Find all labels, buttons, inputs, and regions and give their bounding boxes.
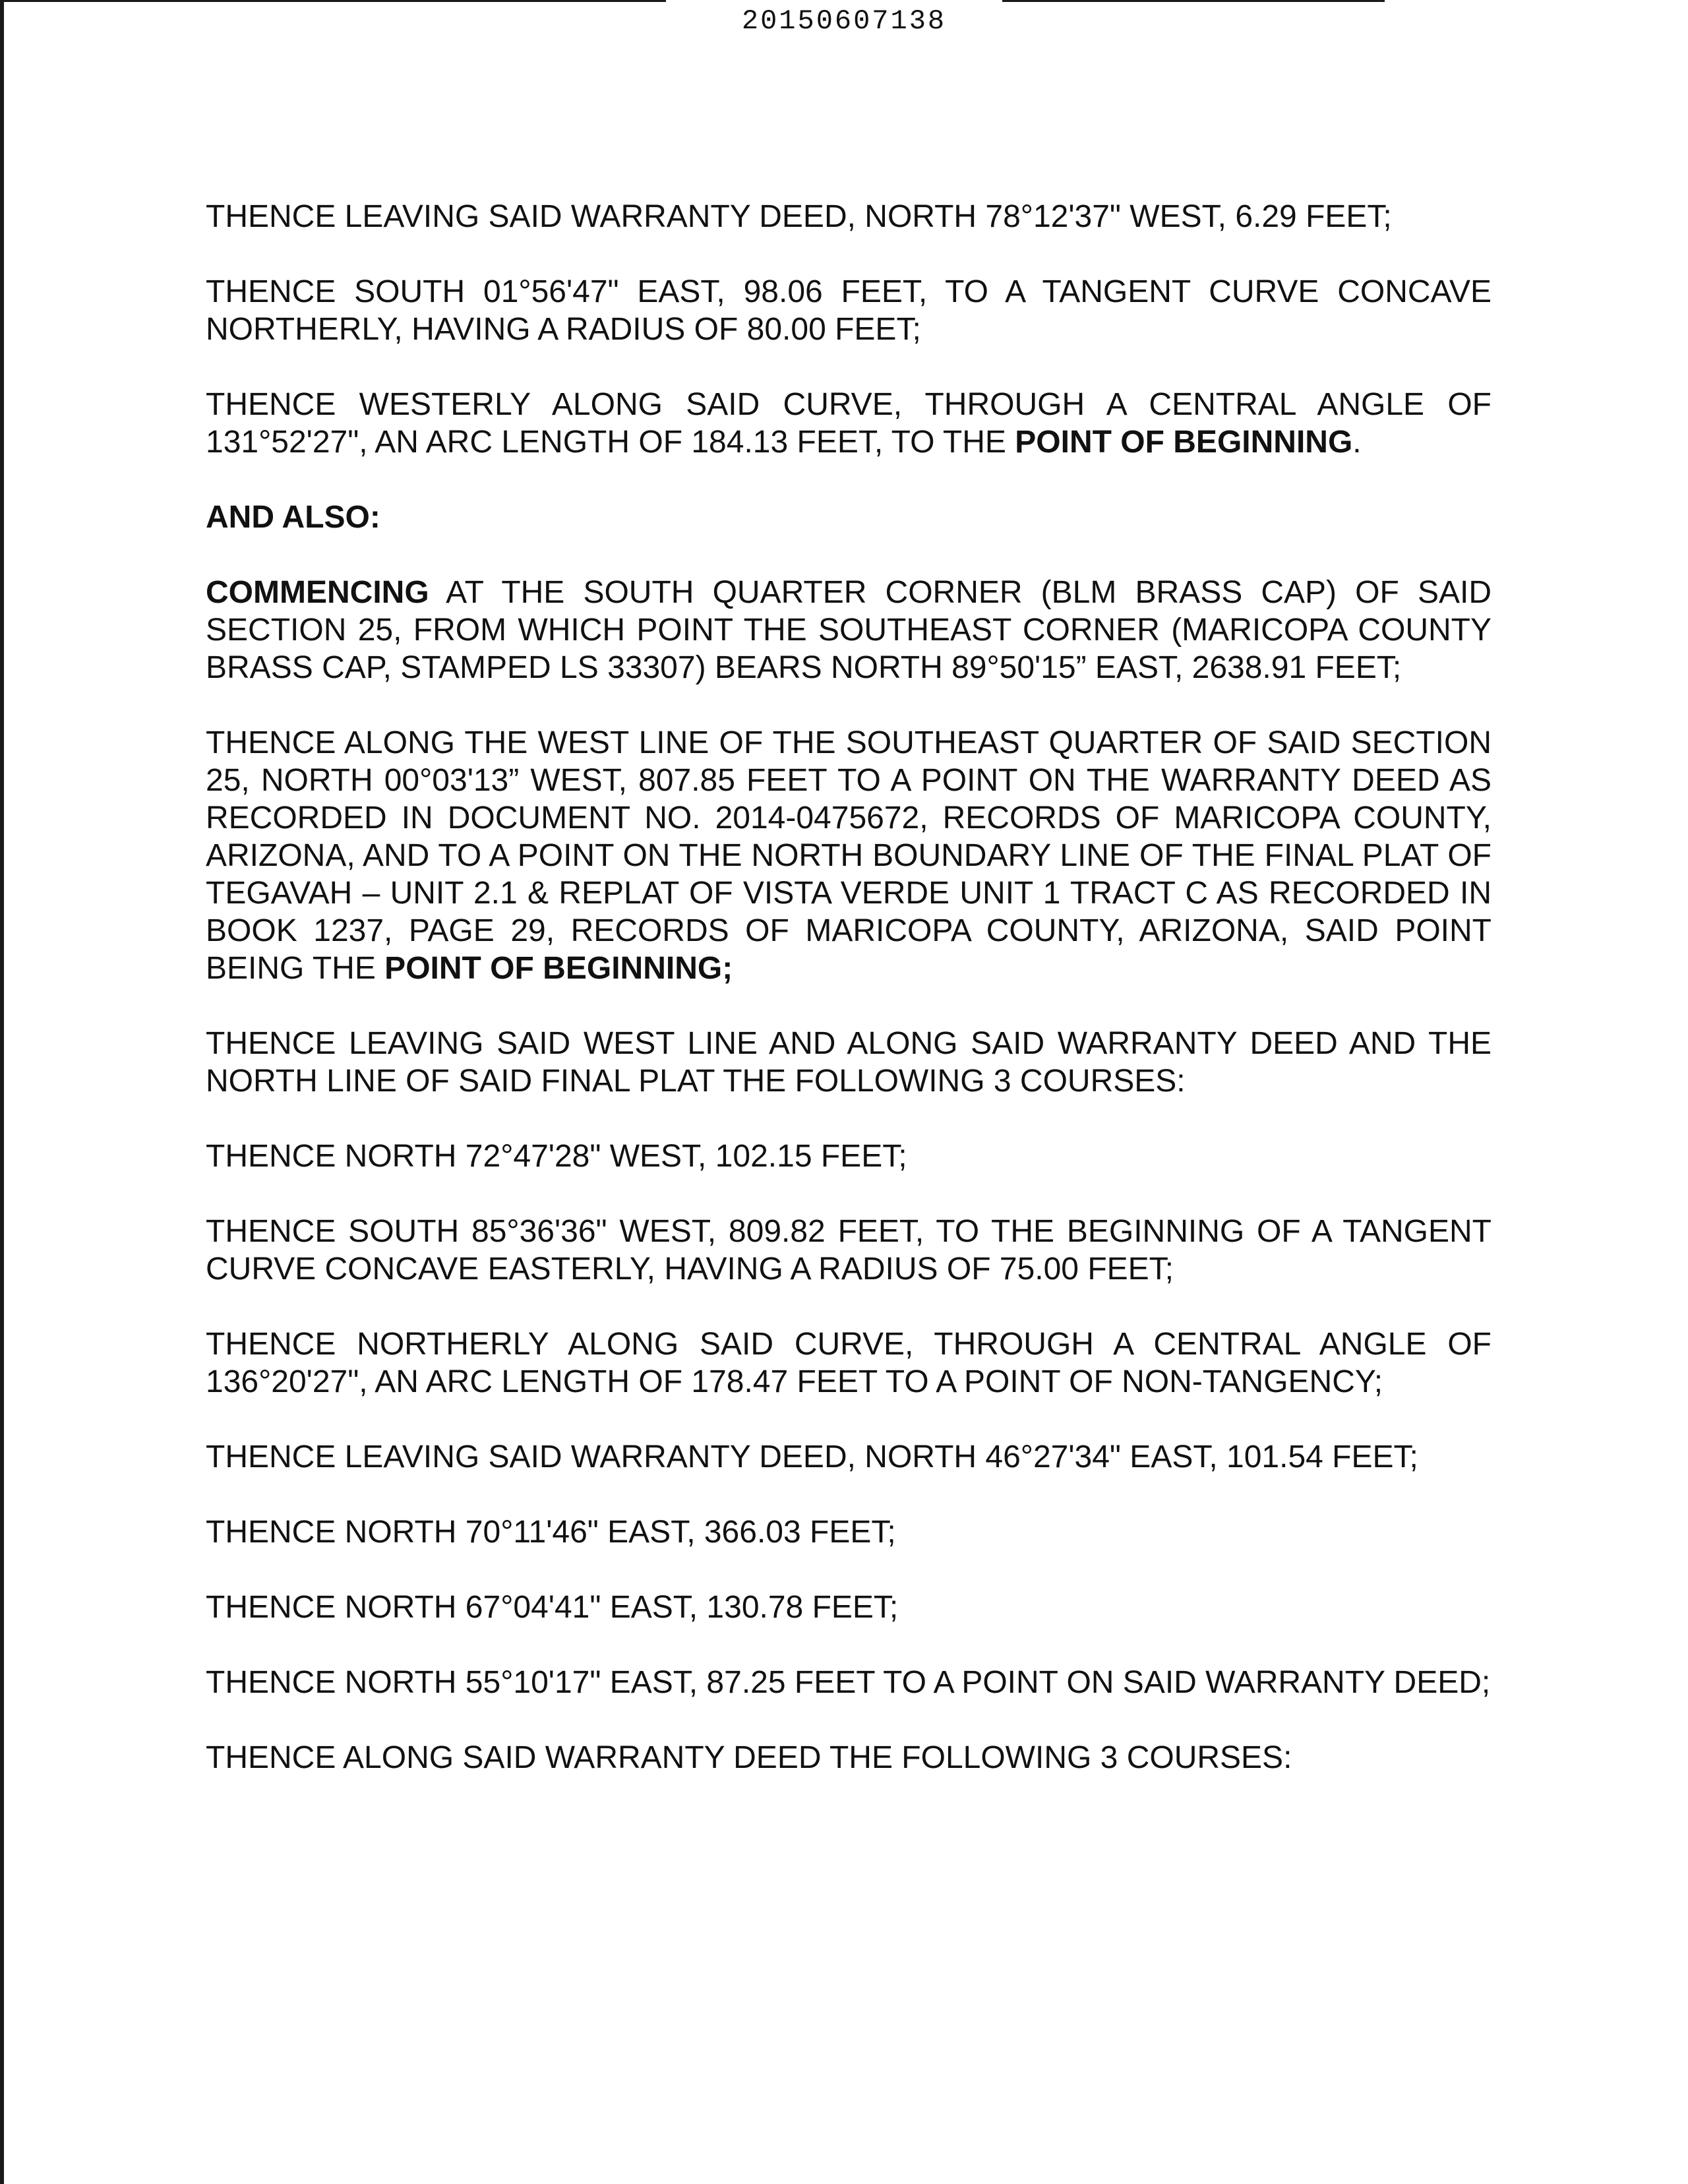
paragraph-text: THENCE NORTH 67°04'41" EAST, 130.78 FEET;	[206, 1590, 899, 1625]
document-number: 20150607138	[741, 5, 947, 37]
point-of-beginning-label: POINT OF BEGINNING	[1015, 425, 1353, 460]
point-of-beginning-label: POINT OF BEGINNING;	[384, 951, 733, 986]
scan-edge	[0, 0, 4, 2184]
paragraph-text: AT THE SOUTH QUARTER CORNER (BLM BRASS CAP) OF SAID SECTION 25, FROM WHICH POINT THE SOUTHEAST CORNER (MARICOPA COUNTY BRASS CAP, STAMPED LS 33307) BEARS NORTH 89°50'15” EAST, 2638.91 FEET;	[206, 575, 1492, 685]
paragraph-5	[206, 574, 1492, 686]
paragraph-2	[206, 273, 1492, 348]
paragraph-text: THENCE SOUTH 85°36'36" WEST, 809.82 FEET, TO THE BEGINNING OF A TANGENT CURVE CONCAVE EASTERLY, HAVING A RADIUS OF 75.00 FEET;	[206, 1214, 1492, 1287]
paragraph-text: THENCE SOUTH 01°56'47" EAST, 98.06 FEET, TO A TANGENT CURVE CONCAVE NORTHERLY, HAVING A RADIUS OF 80.00 FEET;	[206, 274, 1492, 347]
paragraph-3	[206, 386, 1492, 461]
paragraph-text: THENCE ALONG THE WEST LINE OF THE SOUTHEAST QUARTER OF SAID SECTION 25, NORTH 00°03'13” WEST, 807.85 FEET TO A POINT ON THE WARRANTY DEED AS RECORDED IN DOCUMENT NO. 2014-0475672, RECORDS OF MARICOPA COUNTY, ARIZONA, AND TO A POINT ON THE NORTH BOUNDARY LINE OF THE FINAL PLAT OF TEGAVAH – UNIT 2.1 & REPLAT OF VISTA VERDE UNIT 1 TRACT C AS RECORDED IN BOOK 1237, PAGE 29, RECORDS OF MARICOPA COUNTY, ARIZONA, SAID POINT BEING THE	[206, 725, 1492, 986]
paragraph-15	[206, 1739, 1492, 1776]
paragraph-1	[206, 198, 1492, 235]
paragraph-10	[206, 1325, 1492, 1401]
paragraph-text: THENCE NORTH 55°10'17" EAST, 87.25 FEET TO A POINT ON SAID WARRANTY DEED;	[206, 1665, 1491, 1700]
paragraph-11	[206, 1438, 1492, 1476]
paragraph-text: THENCE NORTHERLY ALONG SAID CURVE, THROUGH A CENTRAL ANGLE OF 136°20'27", AN ARC LENGTH OF 178.47 FEET TO A POINT OF NON-TANGENCY;	[206, 1327, 1492, 1399]
paragraph-text: THENCE WESTERLY ALONG SAID CURVE, THROUGH A CENTRAL ANGLE OF 131°52'27", AN ARC LENGTH OF 184.13 FEET, TO THE	[206, 387, 1492, 460]
paragraph-9	[206, 1213, 1492, 1288]
legal-description	[206, 198, 1492, 1776]
paragraph-12	[206, 1513, 1492, 1551]
and-also-heading: AND ALSO:	[206, 500, 380, 535]
paragraph-13	[206, 1589, 1492, 1626]
header-rule-right	[1002, 0, 1385, 2]
paragraph-text: THENCE NORTH 72°47'28" WEST, 102.15 FEET;	[206, 1139, 907, 1174]
commencing-label: COMMENCING	[206, 575, 429, 610]
paragraph-8	[206, 1138, 1492, 1175]
paragraph-trailer: .	[1352, 425, 1362, 460]
paragraph-14	[206, 1664, 1492, 1701]
paragraph-text: THENCE LEAVING SAID WEST LINE AND ALONG SAID WARRANTY DEED AND THE NORTH LINE OF SAID FINAL PLAT THE FOLLOWING 3 COURSES:	[206, 1026, 1492, 1099]
paragraph-text: THENCE LEAVING SAID WARRANTY DEED, NORTH 78°12'37" WEST, 6.29 FEET;	[206, 199, 1392, 234]
paragraph-6	[206, 724, 1492, 987]
header-rule-left	[0, 0, 666, 2]
paragraph-7	[206, 1025, 1492, 1100]
paragraph-text: THENCE ALONG SAID WARRANTY DEED THE FOLLOWING 3 COURSES:	[206, 1740, 1292, 1775]
paragraph-text: THENCE LEAVING SAID WARRANTY DEED, NORTH 46°27'34" EAST, 101.54 FEET;	[206, 1440, 1418, 1474]
section-heading	[206, 499, 1492, 536]
paragraph-text: THENCE NORTH 70°11'46" EAST, 366.03 FEET;	[206, 1515, 896, 1550]
